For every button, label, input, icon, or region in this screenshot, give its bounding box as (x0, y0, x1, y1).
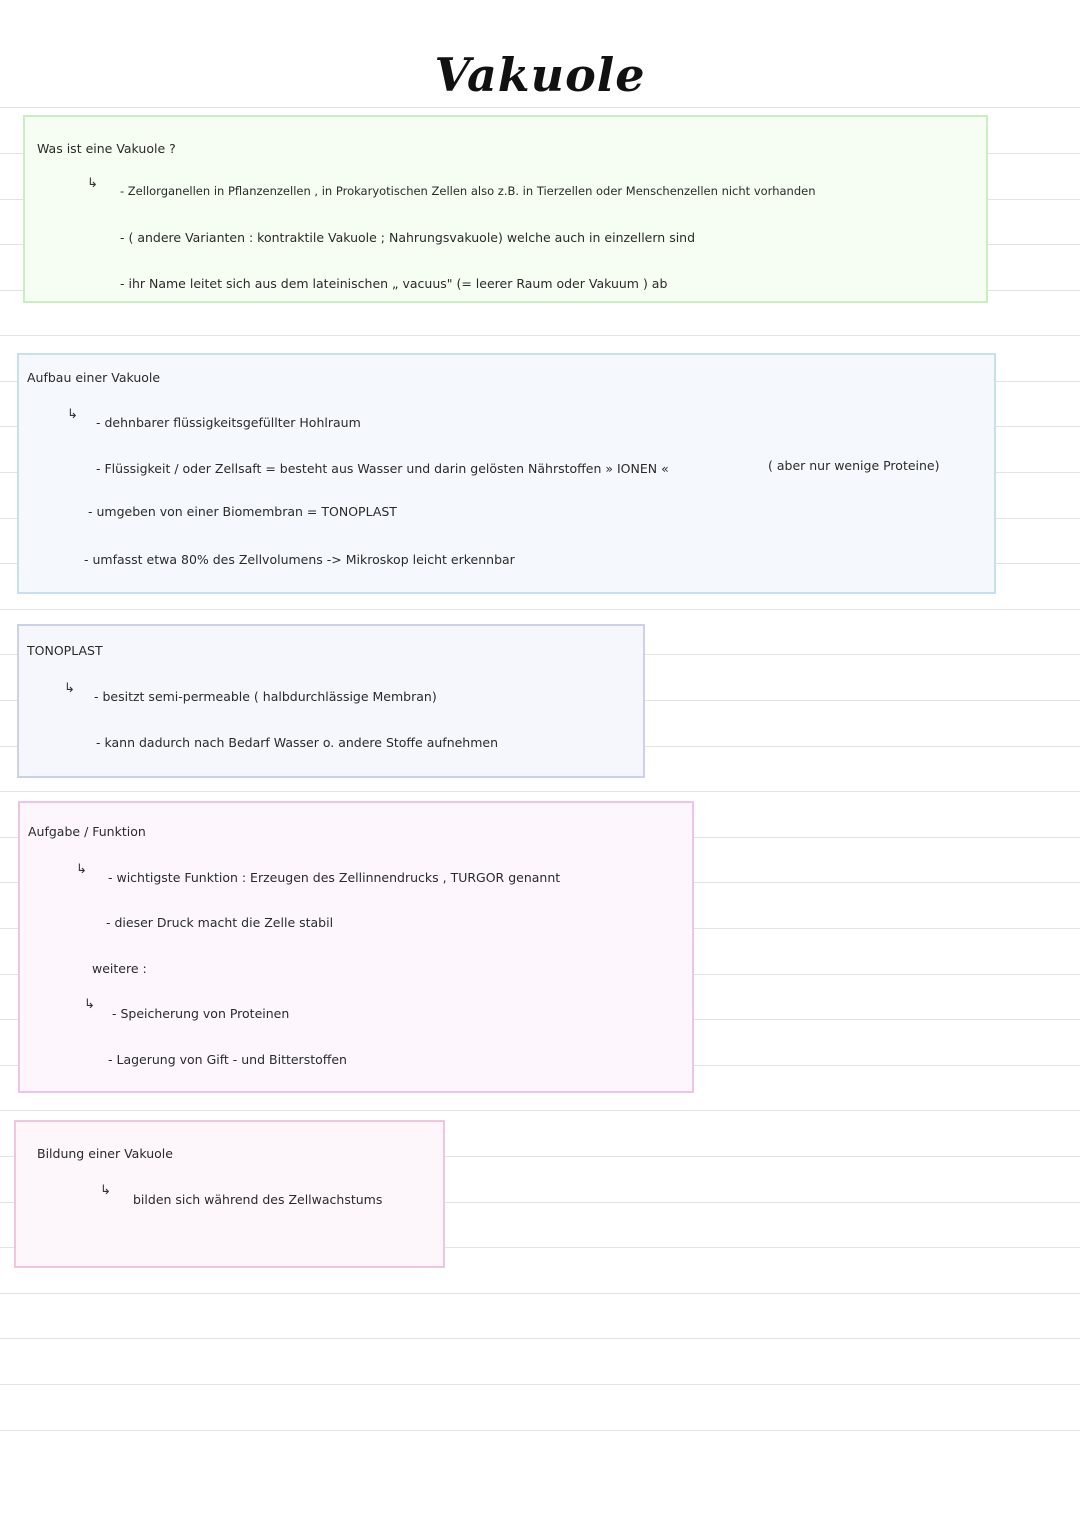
list-item: - wichtigste Funktion : Erzeugen des Zellinnendrucks , TURGOR genannt (108, 870, 561, 885)
section-heading: TONOPLAST (27, 643, 103, 658)
section-heading: Aufbau einer Vakuole (27, 370, 161, 385)
section-heading: Bildung einer Vakuole (37, 1146, 173, 1161)
list-item: - ( andere Varianten : kontraktile Vakuole ; Nahrungsvakuole) welche auch in einzellern sind (120, 230, 696, 245)
list-item: bilden sich während des Zellwachstums (133, 1192, 383, 1207)
list-item: - dehnbarer flüssigkeitsgefüllter Hohlraum (96, 415, 361, 430)
section-heading: Aufgabe / Funktion (28, 824, 146, 839)
page-title: Vakuole (434, 48, 646, 102)
arrow-icon: ↳ (67, 407, 78, 422)
list-item: - besitzt semi-permeable ( halbdurchlässige Membran) (94, 689, 437, 704)
list-item: - Flüssigkeit / oder Zellsaft = besteht aus Wasser und darin gelösten Nährstoffen » IONEN « (96, 461, 669, 476)
side-note: ( aber nur wenige Proteine) (768, 458, 940, 473)
arrow-icon: ↳ (64, 681, 75, 696)
list-item: - umgeben von einer Biomembran = TONOPLAST (88, 504, 397, 519)
section-heading: Was ist eine Vakuole ? (37, 141, 176, 156)
arrow-icon: ↳ (100, 1183, 111, 1198)
arrow-icon: ↳ (87, 176, 98, 191)
section-aufgabe (18, 801, 694, 1093)
arrow-icon: ↳ (76, 862, 87, 877)
list-item: - umfasst etwa 80% des Zellvolumens -> Mikroskop leicht erkennbar (84, 552, 515, 567)
list-item: - kann dadurch nach Bedarf Wasser o. andere Stoffe aufnehmen (96, 735, 499, 750)
subheading: weitere : (92, 961, 147, 976)
arrow-icon: ↳ (84, 997, 95, 1012)
list-item: - Lagerung von Gift - und Bitterstoffen (108, 1052, 347, 1067)
list-item: - Speicherung von Proteinen (112, 1006, 290, 1021)
list-item: - dieser Druck macht die Zelle stabil (106, 915, 334, 930)
list-item: - ihr Name leitet sich aus dem lateinischen „ vacuus" (= leerer Raum oder Vakuum ) ab (120, 276, 668, 291)
list-item: - Zellorganellen in Pflanzenzellen , in Prokaryotischen Zellen also z.B. in Tierzellen oder Menschenzellen nicht vorhanden (120, 184, 816, 198)
